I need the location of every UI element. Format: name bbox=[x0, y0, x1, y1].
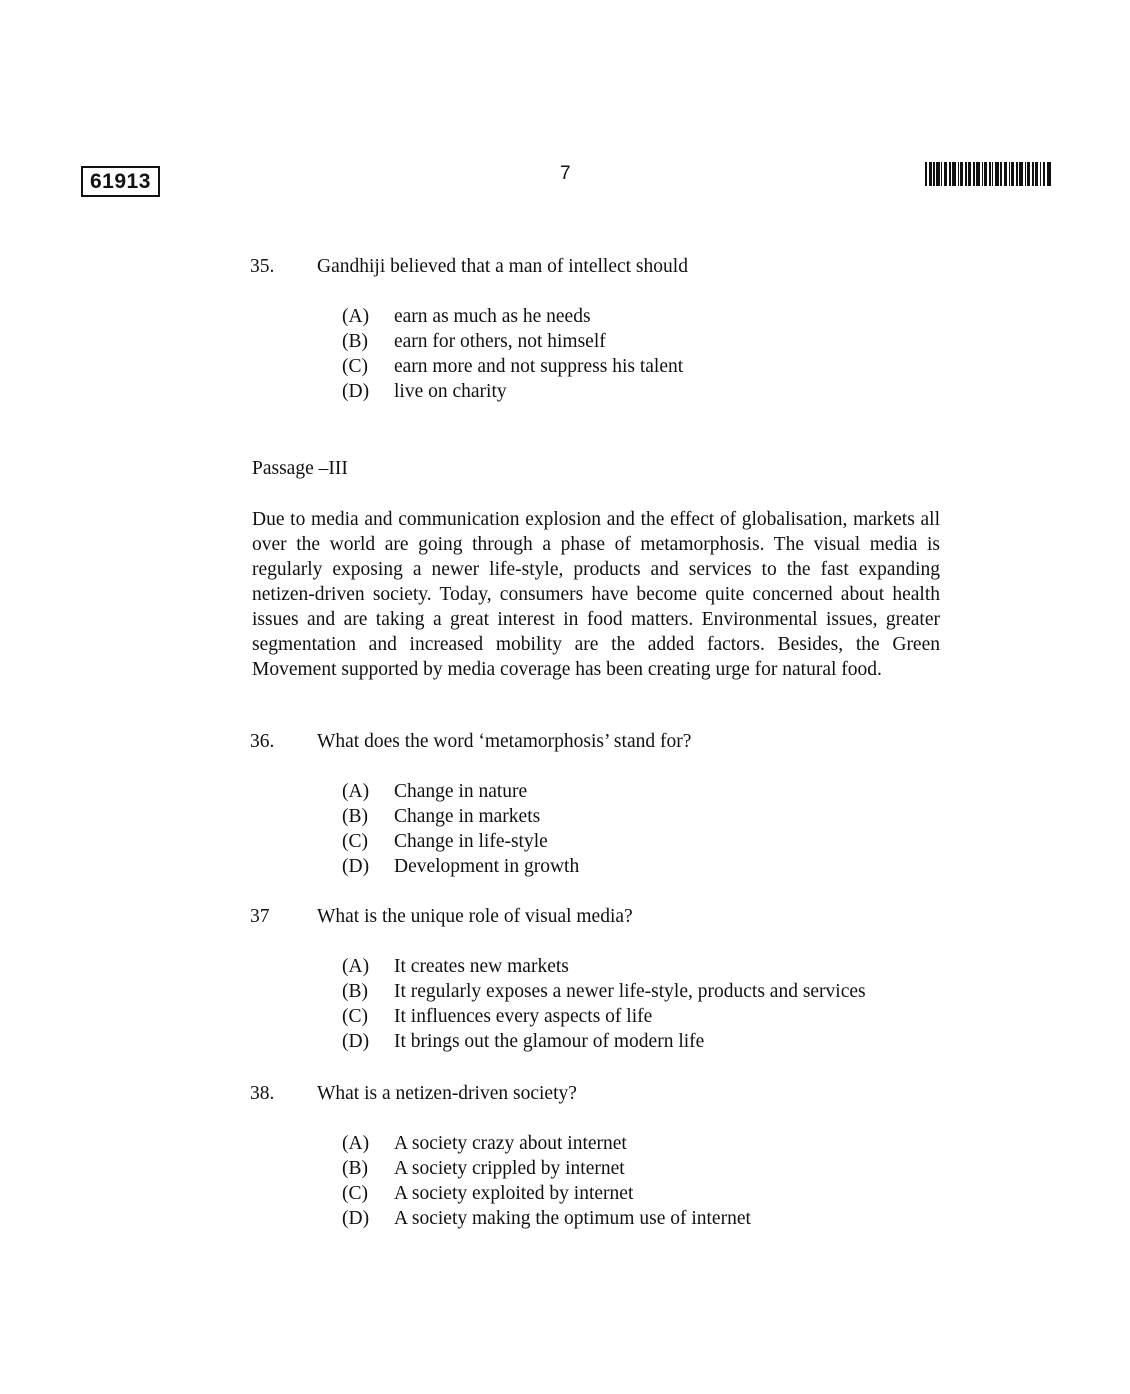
option-label: (B) bbox=[342, 981, 368, 1002]
option-text: earn for others, not himself bbox=[394, 331, 606, 352]
option-text: earn more and not suppress his talent bbox=[394, 356, 684, 377]
question-number: 37 bbox=[250, 906, 270, 927]
passage-body: Due to media and communication explosion and the effect of globalisation, markets all over the world are going through a phase of metamorphosis. The visual media is regularly exposing a newer life-style, products and services to the fast expanding netizen-driven society. Today, consumers have become quite concerned about health issues and are taking a great interest in food matters. Environmental issues, greater segmentation and increased mobility are the added factors. Besides, the Green Movement supported by media coverage has been creating urge for natural food. bbox=[252, 509, 940, 680]
option-label: (D) bbox=[342, 856, 370, 877]
question-number: 38. bbox=[250, 1083, 275, 1104]
option-text: live on charity bbox=[394, 381, 507, 402]
option-label: (B) bbox=[342, 331, 368, 352]
barcode-icon bbox=[925, 162, 1051, 186]
option-text: A society exploited by internet bbox=[394, 1183, 634, 1204]
question-text: What is a netizen-driven society? bbox=[317, 1083, 577, 1104]
paper-code: 61913 bbox=[81, 166, 160, 197]
option-text: A society crazy about internet bbox=[394, 1133, 627, 1154]
question-text: What is the unique role of visual media? bbox=[317, 906, 633, 927]
option-text: It brings out the glamour of modern life bbox=[394, 1031, 705, 1052]
option-text: Change in markets bbox=[394, 806, 541, 827]
question-text: What does the word ‘metamorphosis’ stand for? bbox=[317, 731, 692, 752]
option-text: A society crippled by internet bbox=[394, 1158, 625, 1179]
question-number: 36. bbox=[250, 731, 275, 752]
option-label: (D) bbox=[342, 1208, 370, 1229]
option-label: (C) bbox=[342, 356, 368, 377]
option-text: A society making the optimum use of internet bbox=[394, 1208, 751, 1229]
option-label: (C) bbox=[342, 831, 368, 852]
option-label: (C) bbox=[342, 1183, 368, 1204]
option-label: (A) bbox=[342, 1133, 370, 1154]
option-text: It influences every aspects of life bbox=[394, 1006, 653, 1027]
option-text: It regularly exposes a newer life-style, products and services bbox=[394, 981, 866, 1002]
option-text: Change in nature bbox=[394, 781, 528, 802]
option-label: (B) bbox=[342, 806, 368, 827]
option-label: (D) bbox=[342, 1031, 370, 1052]
option-label: (A) bbox=[342, 956, 370, 977]
option-label: (C) bbox=[342, 1006, 368, 1027]
option-text: Change in life-style bbox=[394, 831, 548, 852]
question-text: Gandhiji believed that a man of intellect should bbox=[317, 256, 688, 277]
page-number: 7 bbox=[560, 163, 571, 184]
option-text: It creates new markets bbox=[394, 956, 569, 977]
option-text: earn as much as he needs bbox=[394, 306, 591, 327]
option-label: (D) bbox=[342, 381, 370, 402]
option-label: (A) bbox=[342, 306, 370, 327]
passage-title: Passage –III bbox=[252, 458, 348, 479]
question-number: 35. bbox=[250, 256, 275, 277]
option-text: Development in growth bbox=[394, 856, 580, 877]
option-label: (B) bbox=[342, 1158, 368, 1179]
option-label: (A) bbox=[342, 781, 370, 802]
